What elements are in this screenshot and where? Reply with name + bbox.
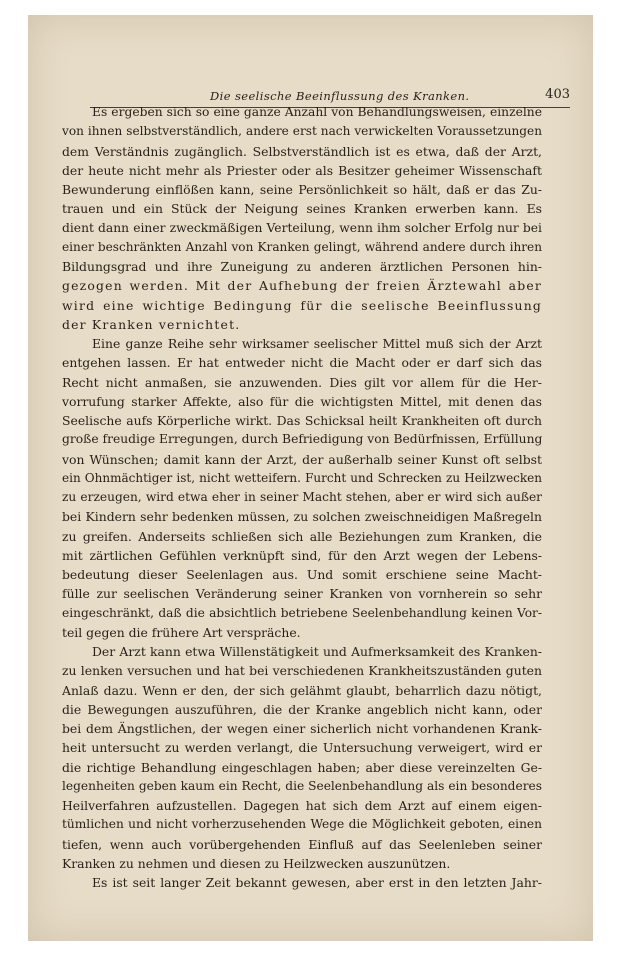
- text-line: eingeschränkt, daß die absichtlich betriebene Seelenbehandlung keinen Vor-: [62, 605, 542, 620]
- text-line: Es ist seit langer Zeit bekannt gewesen, aber erst in den letzten Jahr-: [92, 875, 542, 890]
- text-line: Kranken zu nehmen und diesen zu Heilzwecken auszunützen.: [62, 855, 451, 871]
- text-line: Bewunderung einflößen kann, seine Persönlichkeit so hält, daß er das Zu-: [62, 182, 542, 197]
- page-number: 403: [545, 87, 570, 102]
- text-line-emphasis: der Kranken vernichtet.: [62, 316, 241, 332]
- paragraph: [62, 642, 542, 873]
- text-line: ein Ohnmächtiger ist, nicht wetteifern. Furcht und Schrecken zu Heilzwecken: [62, 470, 542, 485]
- text-line: tiefen, wenn auch vorübergehenden Einfluß auf das Seelenleben seiner: [62, 836, 542, 852]
- text-line: Anlaß dazu. Wenn er den, der sich gelähmt glaubt, beharrlich dazu nötigt,: [62, 682, 542, 698]
- text-line: Es ergeben sich so eine ganze Anzahl von Behandlungsweisen, einzelne: [92, 105, 542, 119]
- text-line: trauen und ein Stück der Neigung seines Kranken erwerben kann. Es: [62, 201, 542, 217]
- text-line-emphasis: wird eine wichtige Bedingung für die seelische Beeinflussung: [62, 297, 542, 313]
- text-line: legenheiten geben kaum ein Recht, die Seelenbehandlung als ein besonderes: [62, 778, 542, 793]
- text-line: Der Arzt kann etwa Willenstätigkeit und Aufmerksamkeit des Kranken-: [92, 644, 542, 659]
- text-line: von ihnen selbstverständlich, andere erst nach verwickelten Voraussetzungen: [62, 124, 542, 139]
- text-line: Recht nicht anmaßen, sie anzuwenden. Dies gilt vor allem für die Her-: [62, 374, 542, 390]
- paragraph: [62, 103, 542, 334]
- text-line: heit untersucht zu werden verlangt, die Untersuchung verweigert, wird er: [62, 740, 542, 756]
- text-line: tümlichen und nicht vorherzusehenden Wege die Möglichkeit geboten, einen: [62, 817, 542, 832]
- running-title: Die seelische Beeinflussung des Kranken.: [210, 89, 470, 103]
- text-line: Bildungsgrad und ihre Zuneigung zu anderen ärztlichen Personen hin-: [62, 259, 542, 274]
- text-line: dient dann einer zweckmäßigen Verteilung, wenn ihm solcher Erfolg nur bei: [62, 220, 542, 235]
- text-line: zu lenken versuchen und hat bei verschiedenen Krankheitszuständen guten: [62, 663, 542, 679]
- text-line: entgehen lassen. Er hat entweder nicht die Macht oder er darf sich das: [62, 355, 542, 371]
- text-line: fülle zur seelischen Veränderung seiner Kranken von vornherein so sehr: [62, 586, 542, 602]
- text-line: zu greifen. Anderseits schließen sich alle Beziehungen zum Kranken, die: [62, 528, 542, 544]
- body-text: [62, 103, 542, 892]
- text-line: bei dem Ängstlichen, der wegen einer sicherlich nicht vorhandenen Krank-: [62, 721, 542, 736]
- text-line: mit zärtlichen Gefühlen verknüpft sind, für den Arzt wegen der Lebens-: [62, 547, 542, 563]
- text-line: bedeutung dieser Seelenlagen aus. Und somit erschiene seine Macht-: [62, 567, 542, 582]
- text-line-emphasis: gezogen werden. Mit der Aufhebung der freien Ärztewahl aber: [62, 278, 542, 294]
- paragraph: [62, 873, 542, 892]
- text-line: große freudige Erregungen, durch Befriedigung von Bedürfnissen, Erfüllung: [62, 432, 542, 447]
- text-line: Heilverfahren aufzustellen. Dagegen hat sich dem Arzt auf einem eigen-: [62, 798, 542, 813]
- text-line: vorrufung starker Affekte, also für die wichtigsten Mittel, mit denen das: [62, 393, 542, 409]
- text-line: der heute nicht mehr als Priester oder als Besitzer geheimer Wissenschaft: [62, 162, 542, 178]
- text-line: die Bewegungen auszuführen, die der Kranke angeblich nicht kann, oder: [62, 701, 542, 717]
- paragraph: [62, 334, 542, 642]
- text-line: bei Kindern sehr bedenken müssen, zu solchen zweischneidigen Maßregeln: [62, 509, 542, 525]
- text-line: von Wünschen; damit kann der Arzt, der außerhalb seiner Kunst oft selbst: [62, 451, 542, 467]
- text-line: zu erzeugen, wird etwa eher in seiner Macht stehen, aber er wird sich außer: [62, 490, 542, 504]
- text-line: die richtige Behandlung eingeschlagen haben; aber diese vereinzelten Ge-: [62, 759, 542, 775]
- text-line: Eine ganze Reihe sehr wirksamer seelischer Mittel muß sich der Arzt: [92, 336, 542, 351]
- text-line: einer beschränkten Anzahl von Kranken gelingt, während andere durch ihren: [62, 239, 542, 254]
- text-line: Seelische aufs Körperliche wirkt. Das Schicksal heilt Krankheiten oft durch: [62, 413, 542, 428]
- text-line: dem Verständnis zugänglich. Selbstverständlich ist es etwa, daß der Arzt,: [62, 143, 542, 159]
- text-line: teil gegen die frühere Art verspräche.: [62, 624, 301, 640]
